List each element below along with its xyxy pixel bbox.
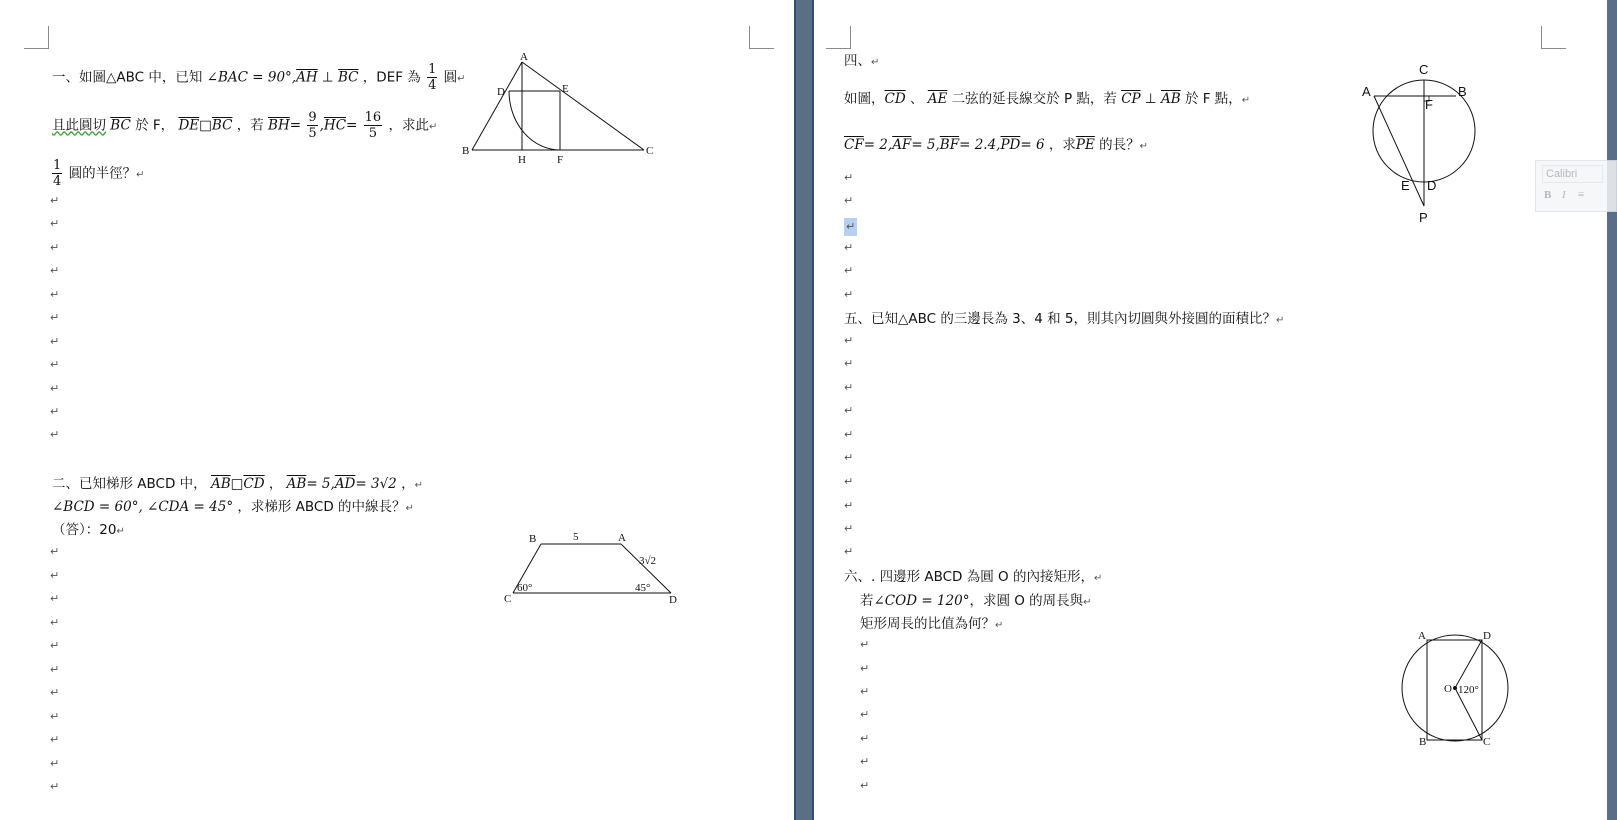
paragraph-mark[interactable]: ↵: [50, 382, 60, 395]
fig1-label-E: E: [562, 83, 569, 95]
q1-triangle-figure: [460, 52, 660, 167]
fraction: $\frac{1}{4}$: [428, 62, 437, 93]
italic-button[interactable]: I: [1562, 189, 1566, 201]
q4-line-2[interactable]: $\overline{CF}= 2,\overline{AF}= 5,\overline{BF}= 2.4,\overline{PD}= 6$ ，求$\overline{PE}$ 的長？↵: [844, 137, 1149, 153]
fig2-label-C: C: [504, 593, 512, 605]
fig6-label-A: A: [1418, 630, 1426, 642]
paragraph-mark[interactable]: ↵: [50, 733, 60, 746]
fig4-label-P: P: [1419, 210, 1428, 225]
fig1-label-H: H: [518, 154, 526, 166]
paragraph-mark[interactable]: ↵: [860, 779, 870, 792]
paragraph-mark[interactable]: ↵: [844, 171, 854, 184]
paragraph-mark[interactable]: ↵: [844, 241, 854, 254]
document-page-right[interactable]: [812, 0, 1607, 820]
paragraph-mark[interactable]: ↵: [860, 755, 870, 768]
paragraph-mark[interactable]: ↵: [844, 334, 854, 347]
q1-line-1[interactable]: 一、如圖△ABC 中，已知 ∠BAC = $90^\circ,\overline{AH}$ ⊥ $\overline{BC}$ ，DEF 為 $\frac{1}{4}$ 圓↵: [52, 62, 466, 93]
fig1-label-A: A: [520, 51, 528, 63]
fig1-label-D: D: [497, 86, 505, 98]
q5-text[interactable]: 五、已知△ABC 的三邊長為 3、4 和 5，則其內切圓與外接圓的面積比？↵: [844, 311, 1285, 327]
fraction: $\frac{9}{5}$: [308, 110, 317, 141]
paragraph-mark[interactable]: ↵: [844, 404, 854, 417]
paragraph-mark[interactable]: ↵: [844, 288, 854, 301]
paragraph-mark[interactable]: ↵: [860, 662, 870, 675]
fig1-label-C: C: [646, 145, 654, 157]
fig4-label-E: E: [1401, 178, 1410, 193]
fig4-label-D: D: [1427, 178, 1437, 193]
fig4-label-B: B: [1458, 84, 1467, 99]
fig2-label-B: B: [529, 533, 537, 545]
align-center-icon[interactable]: ≡: [1578, 189, 1585, 201]
fig6-label-D: D: [1483, 630, 1491, 642]
paragraph-mark[interactable]: ↵: [50, 217, 60, 230]
q4-line-1[interactable]: 如圖，$\overline{CD}$ 、 $\overline{AE}$ 二弦的延長線交於 P 點，若 $\overline{CP}$ ⊥ $\overline{AB}$ 於 F 點，↵: [844, 91, 1251, 107]
paragraph-mark[interactable]: ↵: [844, 451, 854, 464]
fig4-label-A: A: [1362, 84, 1371, 99]
paragraph-mark[interactable]: ↵: [50, 757, 60, 770]
crop-mark-top-left: [24, 26, 49, 49]
q1-line-3[interactable]: $\frac{1}{4}$ 圓的半徑？↵: [53, 158, 145, 189]
fig2-label-45: 45°: [635, 582, 651, 594]
paragraph-mark[interactable]: ↵: [844, 475, 854, 488]
crop-mark-top-right: [1541, 26, 1566, 49]
fig1-label-F: F: [557, 154, 564, 166]
paragraph-mark[interactable]: ↵: [860, 732, 870, 745]
font-name-box[interactable]: Calibri: [1542, 165, 1603, 183]
paragraph-mark[interactable]: ↵: [50, 592, 60, 605]
fraction: $\frac{16}{5}$: [364, 110, 382, 141]
paragraph-mark[interactable]: ↵: [844, 428, 854, 441]
paragraph-mark[interactable]: ↵: [50, 569, 60, 582]
document-page-left[interactable]: [0, 0, 796, 820]
fig6-label-B: B: [1419, 736, 1427, 748]
paragraph-mark[interactable]: ↵: [50, 264, 60, 277]
paragraph-mark[interactable]: ↵: [50, 663, 60, 676]
paragraph-mark[interactable]: ↵: [50, 545, 60, 558]
fig4-label-C: C: [1419, 62, 1429, 77]
crop-mark-top-right: [749, 26, 774, 49]
paragraph-mark[interactable]: ↵: [50, 194, 60, 207]
paragraph-mark[interactable]: ↵: [50, 780, 60, 793]
paragraph-mark[interactable]: ↵: [50, 710, 60, 723]
paragraph-mark[interactable]: ↵: [50, 686, 60, 699]
q6-line-3[interactable]: 矩形周長的比值為何？↵: [860, 616, 1004, 632]
paragraph-mark[interactable]: ↵: [844, 194, 854, 207]
paragraph-mark[interactable]: ↵: [50, 428, 60, 441]
paragraph-mark[interactable]: ↵: [50, 639, 60, 652]
paragraph-mark[interactable]: ↵: [844, 381, 854, 394]
paragraph-mark[interactable]: ↵: [50, 405, 60, 418]
paragraph-mark[interactable]: ↵: [860, 708, 870, 721]
q6-line-1[interactable]: 六、. 四邊形 ABCD 為圓 O 的內接矩形，↵: [844, 569, 1103, 585]
mini-toolbar[interactable]: [1535, 160, 1617, 212]
q1-line-2[interactable]: 且此圓切 $\overline{BC}$ 於 F， $\overline{DE}□\overline{BC}$ ，若 $\overline{BH}=$ $\frac{9}{5}$ $,\overline{HC}=$ $\frac{16}{5}$ ，求此↵: [52, 110, 438, 141]
fig2-label-side: 3√2: [639, 555, 657, 567]
paragraph-mark[interactable]: ↵: [50, 311, 60, 324]
paragraph-mark[interactable]: ↵: [50, 358, 60, 371]
fig1-label-B: B: [462, 145, 470, 157]
paragraph-mark[interactable]: ↵: [844, 357, 854, 370]
q2-line-3[interactable]: （答）：20↵: [52, 522, 125, 538]
paragraph-mark[interactable]: ↵: [50, 616, 60, 629]
fig2-label-60: 60°: [517, 582, 533, 594]
q4-circle-figure: [1354, 58, 1474, 233]
q2-line-2[interactable]: ∠BCD = 60°, ∠CDA = 45° ，求梯形 ABCD 的中線長？↵: [52, 499, 414, 515]
q2-line-1[interactable]: 二、已知梯形 ABCD 中， $\overline{AB}□\overline{CD}$ ， $\overline{AB}= 5,\overline{AD}= 3√2$ ，↵: [52, 476, 423, 492]
fraction: $\frac{1}{4}$: [53, 158, 62, 189]
fig2-label-A: A: [618, 532, 626, 544]
crop-mark-top-left: [826, 26, 851, 49]
fig2-label-D: D: [669, 594, 677, 606]
paragraph-mark[interactable]: ↵: [844, 499, 854, 512]
selected-paragraph-mark[interactable]: ↵: [844, 218, 857, 236]
bold-button[interactable]: B: [1544, 189, 1552, 201]
paragraph-mark[interactable]: ↵: [50, 335, 60, 348]
paragraph-mark[interactable]: ↵: [844, 522, 854, 535]
q4-heading[interactable]: 四、↵: [844, 53, 880, 69]
fig2-label-top: 5: [573, 531, 579, 543]
fig4-label-F: F: [1425, 97, 1433, 112]
fig6-label-O: O: [1444, 683, 1452, 695]
paragraph-mark[interactable]: ↵: [860, 685, 870, 698]
q6-circle-rectangle-figure: [1394, 630, 1519, 750]
paragraph-mark[interactable]: ↵: [50, 241, 60, 254]
paragraph-mark[interactable]: ↵: [844, 545, 854, 558]
paragraph-mark[interactable]: ↵: [844, 264, 854, 277]
q2-trapezoid-figure: [505, 530, 690, 620]
q6-line-2[interactable]: 若∠COD = 120°，求圓 O 的周長與↵: [860, 593, 1092, 609]
fig6-label-C: C: [1483, 736, 1491, 748]
paragraph-mark[interactable]: ↵: [50, 288, 60, 301]
paragraph-mark[interactable]: ↵: [860, 638, 870, 651]
fig6-label-angle: 120°: [1458, 684, 1479, 696]
